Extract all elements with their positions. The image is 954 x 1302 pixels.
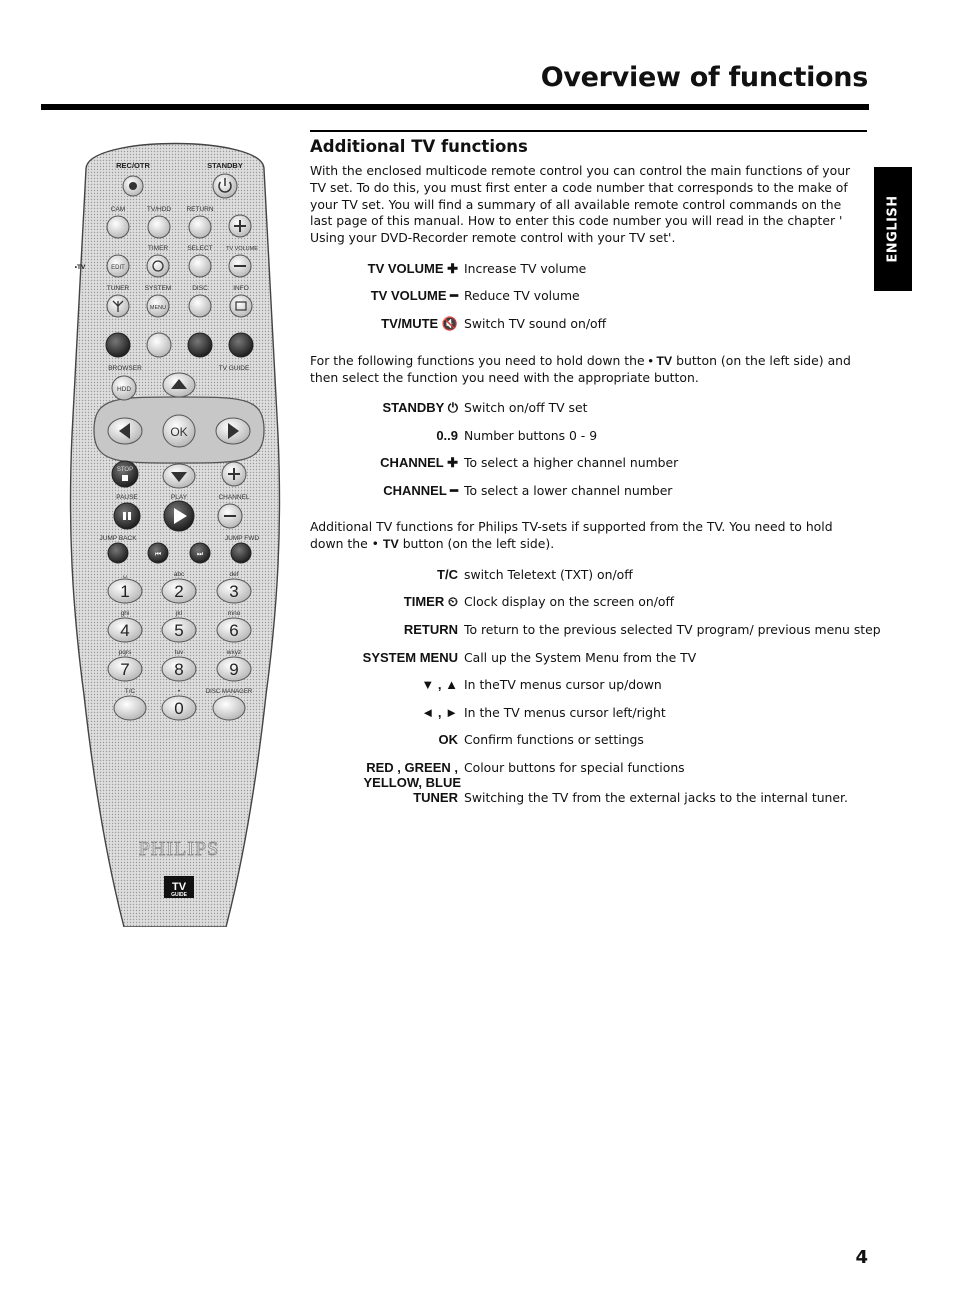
tv-guide-logo-line1: TV	[171, 881, 187, 893]
function-key: TV VOLUME ✚	[367, 261, 458, 276]
jump-back-label: JUMP BACK	[99, 535, 137, 542]
philips-tv-paragraph	[310, 519, 867, 553]
hold-tv-text-a: For the following functions you need to hold down the	[310, 353, 649, 368]
number-digit-label: 0	[174, 699, 184, 718]
blue-button[interactable]	[229, 333, 253, 357]
info-label: INFO	[233, 285, 249, 292]
timer-button[interactable]	[147, 255, 169, 277]
function-description: Switch on/off TV set	[464, 400, 588, 415]
function-key-continued: YELLOW, BLUE	[363, 775, 461, 790]
function-key: TIMER ⏲	[403, 594, 458, 609]
pause-button[interactable]	[114, 503, 140, 529]
pause-label: PAUSE	[116, 494, 138, 501]
function-description: Increase TV volume	[464, 261, 587, 276]
edit-label: EDIT	[111, 265, 125, 271]
function-description: In theTV menus cursor up/down	[464, 677, 662, 692]
menu-label: MENU	[149, 305, 167, 311]
function-key: CHANNEL ✚	[380, 455, 458, 470]
number-letters-label: jkl	[175, 610, 183, 617]
number-letters-label: pqrs	[118, 649, 132, 656]
function-key: TUNER	[413, 790, 458, 805]
function-description: Number buttons 0 - 9	[464, 428, 598, 443]
number-letters-label: ␣	[122, 571, 128, 578]
section-rule	[310, 130, 867, 132]
tv-hdd-button[interactable]	[148, 216, 170, 238]
number-digit-label: 7	[120, 660, 130, 679]
function-key: RETURN	[403, 622, 458, 637]
function-row	[310, 622, 881, 640]
function-row	[310, 705, 870, 723]
function-row	[310, 483, 870, 501]
hdd-label: HDD	[116, 386, 132, 393]
function-key: STANDBY ⏻	[382, 400, 458, 415]
tv-guide-logo-line2: GUIDE	[171, 892, 187, 898]
function-key: SYSTEM MENU	[362, 650, 458, 665]
function-row	[310, 732, 870, 750]
intro-paragraph: With the enclosed multicode remote control you can control the main functions of your TV set. To do this, you must first enter a code number that corresponds to the make of your TV set. You will find a summary of all available remote control commands on the last page of this manual. How to enter this code number you will read in the chapter ' Using your DVD-Recorder remote control with your TV set'.	[310, 163, 851, 246]
channel-label: CHANNEL	[218, 494, 250, 501]
function-key: RED , GREEN ,	[366, 760, 458, 775]
previous-icon: ⏮	[154, 550, 162, 558]
number-digit-label: 6	[229, 621, 239, 640]
function-key: 0..9	[436, 428, 458, 443]
number-digit-label: 8	[174, 660, 184, 679]
tv-marker-inline: • TV	[648, 354, 673, 368]
page-number: 4	[855, 1247, 868, 1268]
function-row	[310, 288, 870, 306]
green-button[interactable]	[147, 333, 171, 357]
function-description: Reduce TV volume	[464, 288, 580, 303]
red-button[interactable]	[106, 333, 130, 357]
yellow-button[interactable]	[188, 333, 212, 357]
hold-tv-text-c: button (on the left side) and then select the function you need with the appropriate button.	[310, 353, 851, 385]
function-description: Colour buttons for special functions	[464, 760, 685, 775]
number-letters-label: abc	[173, 571, 185, 578]
number-letters-label: tuv	[174, 649, 184, 656]
rec-otr-label: REC/OTR	[116, 161, 150, 170]
disc-manager-button[interactable]	[213, 696, 245, 720]
page-title: Overview of functions	[540, 62, 868, 93]
function-row	[310, 316, 870, 334]
next-icon: ⏭	[196, 550, 204, 558]
function-description: Call up the System Menu from the TV	[464, 650, 697, 665]
ok-label: OK	[170, 425, 188, 439]
number-letters-label: mno	[227, 610, 241, 617]
function-row	[310, 455, 870, 473]
standby-label: STANDBY	[207, 161, 243, 170]
return-button[interactable]	[189, 216, 211, 238]
function-key: CHANNEL ━	[383, 483, 458, 498]
function-row	[310, 428, 870, 446]
dot-label: •	[177, 688, 181, 695]
philips-tv-text-c: button (on the left side).	[398, 535, 555, 551]
function-description: To select a lower channel number	[464, 483, 673, 498]
number-letters-label: ghi	[120, 610, 130, 617]
function-description: Confirm functions or settings	[464, 732, 644, 747]
return-label: RETURN	[186, 206, 214, 213]
function-description: Switching the TV from the external jacks to the internal tuner.	[464, 790, 848, 805]
disc-manager-label: DISC MANAGER	[205, 689, 253, 695]
tv-volume-label: TV VOLUME	[226, 246, 258, 252]
number-digit-label: 4	[120, 621, 130, 640]
number-letters-label: def	[229, 571, 239, 578]
number-digit-label: 3	[229, 582, 239, 601]
disc-menu-button[interactable]	[189, 295, 211, 317]
tv-marker-inline: TV	[382, 536, 399, 551]
number-letters-label: wxyz	[226, 649, 242, 656]
function-key: OK	[438, 732, 458, 747]
stop-icon	[122, 475, 128, 481]
function-key: TV VOLUME ━	[370, 288, 458, 303]
function-row	[310, 650, 870, 668]
language-tab	[874, 167, 912, 291]
brand-logo: PHILIPS	[138, 838, 220, 860]
jump-fwd-label: JUMP FWD	[224, 535, 260, 542]
info-button[interactable]	[230, 295, 252, 317]
stop-label: STOP	[116, 467, 134, 473]
tc-label: T/C	[124, 688, 136, 695]
function-key: T/C	[437, 567, 458, 582]
tv-marker-label: •TV	[74, 264, 86, 271]
philips-tv-text-a: Additional TV functions for Philips TV-sets if supported from the TV. You need to hold down the •	[310, 519, 833, 551]
jump-back-button[interactable]	[108, 543, 128, 563]
tuner-label: TUNER	[106, 285, 130, 292]
number-digit-label: 1	[120, 582, 130, 601]
function-description: Switch TV sound on/off	[464, 316, 607, 331]
function-row	[310, 677, 870, 695]
function-key: TV/MUTE 🔇	[381, 316, 458, 331]
cam-label: CAM	[110, 206, 126, 213]
language-tab-label: ENGLISH	[885, 195, 901, 263]
function-key: ◄ , ►	[421, 705, 458, 720]
section-title: Additional TV functions	[310, 137, 528, 156]
tc-button[interactable]	[114, 696, 146, 720]
function-row	[310, 790, 870, 808]
number-digit-label: 9	[229, 660, 239, 679]
number-digit-label: 5	[174, 621, 184, 640]
cam-button[interactable]	[107, 216, 129, 238]
number-digit-label: 2	[174, 582, 184, 601]
timer-label: TIMER	[147, 245, 169, 252]
stop-button[interactable]	[112, 461, 138, 487]
jump-fwd-button[interactable]	[231, 543, 251, 563]
function-description: To select a higher channel number	[464, 455, 679, 470]
disc-label: DISC	[192, 285, 208, 292]
play-label: PLAY	[170, 494, 188, 501]
title-rule	[41, 104, 869, 110]
function-description: switch Teletext (TXT) on/off	[464, 567, 633, 582]
function-row	[310, 400, 870, 418]
tv-guide-label: TV GUIDE	[218, 365, 250, 372]
function-row	[310, 567, 870, 585]
function-row	[310, 760, 870, 790]
system-label: SYSTEM	[144, 285, 172, 292]
function-row	[310, 261, 870, 279]
hold-tv-paragraph	[310, 353, 867, 387]
record-icon	[129, 182, 137, 190]
browser-label: BROWSER	[108, 365, 142, 372]
remote-control-illustration	[66, 135, 284, 927]
function-row	[310, 594, 870, 612]
tv-hdd-label: TV/HDD	[146, 206, 172, 213]
select-button[interactable]	[189, 255, 211, 277]
function-description: Clock display on the screen on/off	[464, 594, 675, 609]
function-description: To return to the previous selected TV program/ previous menu step	[464, 622, 881, 637]
function-key: ▼ , ▲	[421, 677, 458, 692]
function-description: In the TV menus cursor left/right	[464, 705, 666, 720]
select-label: SELECT	[187, 245, 213, 252]
